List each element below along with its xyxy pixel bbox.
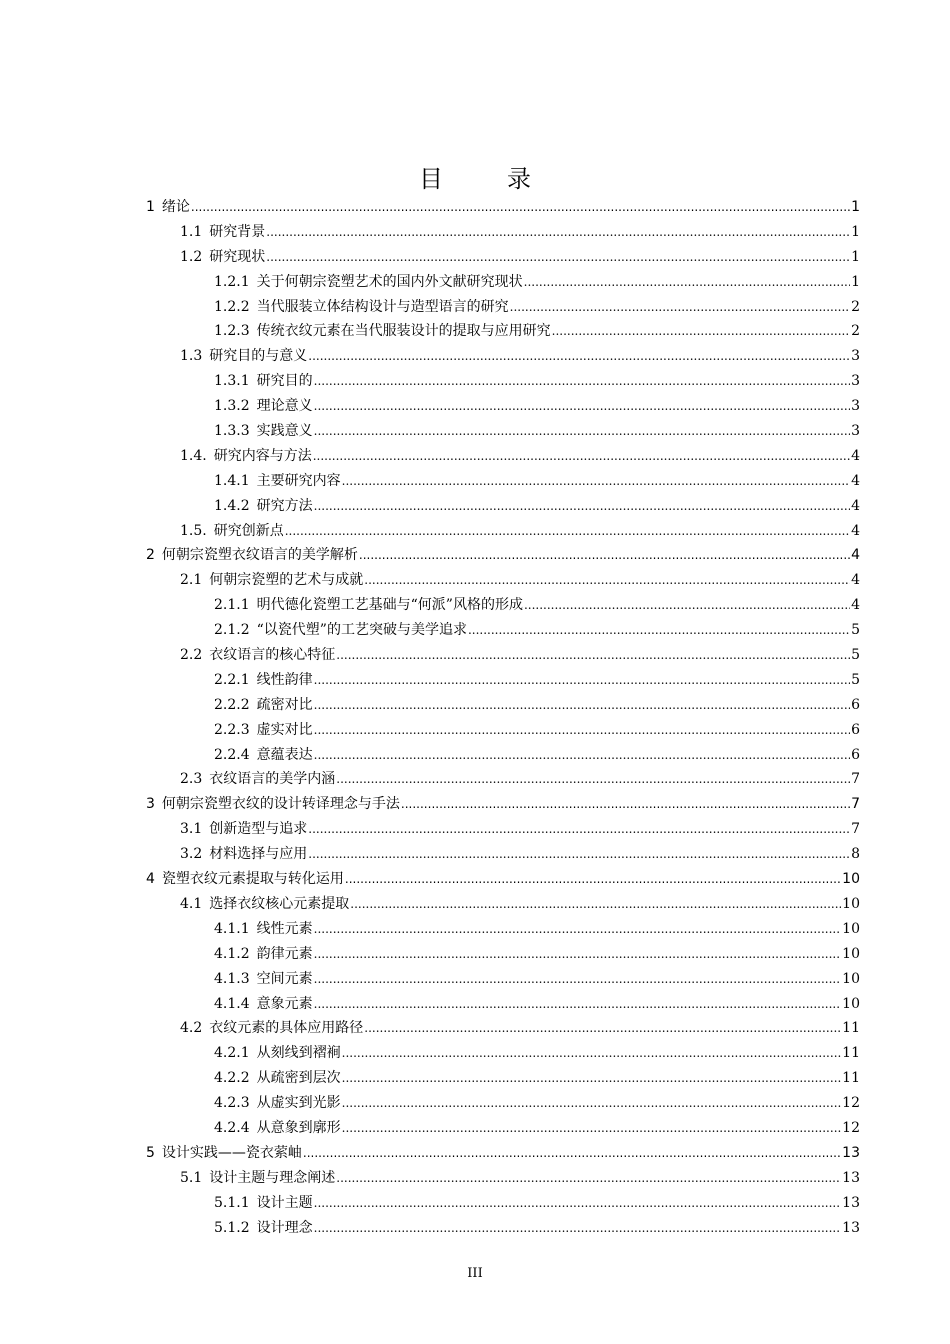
dot-leader — [314, 992, 842, 1017]
toc-entry-number: 5.1.1 — [214, 1194, 250, 1211]
toc-entry-number: 4.2.3 — [214, 1095, 250, 1112]
toc-entry-level-2[interactable] — [146, 892, 860, 917]
toc-entry-number: 4.1 — [180, 895, 203, 912]
toc-entry-title: 何朝宗瓷塑的艺术与成就 — [209, 572, 364, 589]
toc-entry-number: 4.1.2 — [214, 945, 250, 962]
toc-entry-title: 空间元素 — [256, 970, 313, 987]
toc-entry-level-3[interactable] — [146, 593, 860, 618]
dot-leader — [364, 1016, 841, 1041]
toc-entry-number: 5.1 — [180, 1169, 203, 1186]
toc-entry-title: 线性韵律 — [256, 671, 313, 688]
toc-entry-number: 4.2.1 — [214, 1045, 250, 1062]
toc-entry-title: 从疏密到层次 — [256, 1070, 341, 1087]
toc-entry-title: 衣纹语言的核心特征 — [209, 647, 336, 664]
toc-entry-level-1[interactable] — [146, 867, 860, 892]
toc-entry-title: 何朝宗瓷塑衣纹的设计转译理念与手法 — [161, 796, 400, 813]
toc-entry-page: 11 — [842, 1020, 860, 1037]
toc-entry-number: 2.2.1 — [214, 671, 250, 688]
toc-entry-title: 瓷塑衣纹元素提取与转化运用 — [161, 871, 344, 888]
toc-entry-level-3[interactable] — [146, 1041, 860, 1066]
toc-entry-level-2[interactable] — [146, 344, 860, 369]
toc-entry-page: 10 — [842, 871, 860, 888]
toc-entry-level-1[interactable] — [146, 543, 860, 568]
dot-leader — [314, 743, 850, 768]
toc-entry-page: 4 — [851, 597, 860, 614]
dot-leader — [401, 792, 850, 817]
toc-entry-level-1[interactable] — [146, 1141, 860, 1166]
toc-entry-title: 从虚实到光影 — [256, 1095, 341, 1112]
toc-entry-number: 1.3.1 — [214, 373, 250, 390]
toc-entry-title: 疏密对比 — [256, 696, 313, 713]
toc-entry-number: 1.2.1 — [214, 273, 250, 290]
toc-entry-number: 1 — [146, 199, 155, 215]
dot-leader — [303, 1141, 841, 1166]
toc-entry-page: 7 — [851, 796, 860, 813]
toc-entry-level-3[interactable] — [146, 693, 860, 718]
toc-entry-page: 5 — [851, 647, 860, 664]
toc-entry-title: 研究目的 — [256, 373, 313, 390]
dot-leader — [266, 245, 850, 270]
toc-entry-level-2[interactable] — [146, 1166, 860, 1191]
toc-entry-level-2[interactable] — [146, 245, 860, 270]
dot-leader — [314, 668, 850, 693]
toc-entry-page: 4 — [851, 547, 860, 564]
toc-entry-title: 意蕴表达 — [256, 746, 313, 763]
toc-entry-title: 设计主题与理念阐述 — [209, 1169, 336, 1186]
toc-entry-page: 3 — [851, 373, 860, 390]
toc-entry-page: 2 — [851, 323, 860, 340]
dot-leader — [314, 419, 850, 444]
toc-entry-title: 意象元素 — [256, 995, 313, 1012]
toc-entry-page: 10 — [842, 895, 860, 912]
dot-leader — [314, 1216, 842, 1241]
toc-entry-level-3[interactable] — [146, 394, 860, 419]
toc-entry-title: 研究现状 — [209, 248, 266, 265]
toc-entry-title: 研究目的与意义 — [209, 348, 308, 365]
toc-entry-level-2[interactable] — [146, 444, 860, 469]
dot-leader — [510, 295, 850, 320]
toc-entry-level-3[interactable] — [146, 494, 860, 519]
toc-entry-title: 线性元素 — [256, 920, 313, 937]
dot-leader — [285, 519, 850, 544]
toc-entry-level-2[interactable] — [146, 817, 860, 842]
dot-leader — [336, 767, 850, 792]
toc-entry-level-3[interactable] — [146, 419, 860, 444]
toc-entry-number: 1.3.2 — [214, 398, 250, 415]
toc-entry-title: 从意象到廓形 — [256, 1119, 341, 1136]
toc-entry-number: 4.1.3 — [214, 970, 250, 987]
toc-entry-level-3[interactable] — [146, 295, 860, 320]
dot-leader — [314, 917, 842, 942]
dot-leader — [314, 942, 842, 967]
toc-entry-page: 3 — [851, 398, 860, 415]
toc-entry-title: 何朝宗瓷塑衣纹语言的美学解析 — [161, 547, 358, 564]
toc-entry-number: 2.1.1 — [214, 597, 250, 614]
toc-entry-number: 4.2 — [180, 1020, 203, 1037]
toc-entry-page: 12 — [842, 1119, 860, 1136]
toc-entry-page: 13 — [842, 1194, 860, 1211]
toc-entry-title: 材料选择与应用 — [209, 846, 308, 863]
toc-entry-title: 衣纹语言的美学内涵 — [209, 771, 336, 788]
toc-entry-level-2[interactable] — [146, 842, 860, 867]
dot-leader — [552, 319, 850, 344]
toc-entry-level-2[interactable] — [146, 568, 860, 593]
toc-entry-title: 绪论 — [161, 199, 190, 215]
toc-entry-level-3[interactable] — [146, 369, 860, 394]
dot-leader — [364, 568, 850, 593]
dot-leader — [314, 369, 850, 394]
dot-leader — [342, 1091, 842, 1116]
toc-entry-page: 10 — [842, 945, 860, 962]
toc-entry-number: 1.5. — [180, 522, 207, 539]
toc-entry-title: 设计主题 — [256, 1194, 313, 1211]
toc-entry-title: 创新造型与追求 — [209, 821, 308, 838]
dot-leader — [314, 394, 850, 419]
toc-entry-number: 5 — [146, 1144, 155, 1161]
toc-entry-page: 6 — [851, 721, 860, 738]
toc-entry-title: 从刻线到褶裥 — [256, 1045, 341, 1062]
toc-title: 目 录 — [419, 165, 551, 193]
toc-entry-level-3[interactable] — [146, 992, 860, 1017]
toc-entry-title: 理论意义 — [256, 398, 313, 415]
toc-entry-page: 10 — [842, 920, 860, 937]
dot-leader — [191, 195, 850, 220]
toc-entry-number: 4.2.2 — [214, 1070, 250, 1087]
toc-entry-page: 4 — [851, 572, 860, 589]
toc-entry-number: 2.2.4 — [214, 746, 250, 763]
toc-entry-level-2[interactable] — [146, 220, 860, 245]
toc-entry-level-3[interactable] — [146, 1066, 860, 1091]
toc-entry-page: 13 — [842, 1169, 860, 1186]
toc-entry-page: 5 — [851, 622, 860, 639]
toc-entry-number: 1.2.2 — [214, 298, 250, 315]
toc-entry-level-3[interactable] — [146, 469, 860, 494]
dot-leader — [314, 693, 850, 718]
toc-entry-number: 1.4.1 — [214, 472, 250, 489]
toc-entry-number: 1.3.3 — [214, 423, 250, 440]
dot-leader — [359, 543, 850, 568]
toc-entry-page: 11 — [842, 1070, 860, 1087]
toc-entry-level-3[interactable] — [146, 1191, 860, 1216]
toc-entry-page: 7 — [851, 771, 860, 788]
toc-entry-level-3[interactable] — [146, 1216, 860, 1241]
toc-entry-title: “以瓷代塑”的工艺突破与美学追求 — [256, 622, 467, 639]
toc-entry-page: 8 — [851, 846, 860, 863]
toc-entry-page: 6 — [851, 696, 860, 713]
toc-entry-number: 4.2.4 — [214, 1119, 250, 1136]
toc-entry-title: 关于何朝宗瓷塑艺术的国内外文献研究现状 — [256, 273, 523, 290]
toc-entry-level-1[interactable] — [146, 195, 860, 220]
toc-entry-page: 1 — [851, 248, 860, 265]
toc-entry-level-2[interactable] — [146, 519, 860, 544]
dot-leader — [308, 817, 850, 842]
toc-entry-number: 3.1 — [180, 821, 203, 838]
dot-leader — [524, 270, 850, 295]
toc-entry-page: 4 — [851, 522, 860, 539]
toc-entry-page: 5 — [851, 671, 860, 688]
toc-entry-level-2[interactable] — [146, 1016, 860, 1041]
toc-entry-level-3[interactable] — [146, 967, 860, 992]
toc-entry-level-1[interactable] — [146, 792, 860, 817]
toc-entry-number: 3 — [146, 796, 155, 813]
toc-entry-title: 当代服装立体结构设计与造型语言的研究 — [256, 298, 509, 315]
toc-entry-page: 7 — [851, 821, 860, 838]
toc-entry-level-3[interactable] — [146, 668, 860, 693]
dot-leader — [336, 1166, 841, 1191]
toc-entry-page: 1 — [851, 199, 860, 215]
toc-entry-number: 2 — [146, 547, 155, 564]
toc-entry-page: 13 — [842, 1219, 860, 1236]
dot-leader — [308, 344, 850, 369]
toc-entry-number: 1.1 — [180, 223, 203, 240]
toc-entry-level-3[interactable] — [146, 618, 860, 643]
toc-entry-level-3[interactable] — [146, 319, 860, 344]
toc-entry-level-3[interactable] — [146, 743, 860, 768]
toc-entry-level-3[interactable] — [146, 942, 860, 967]
toc-entry-title: 设计理念 — [256, 1219, 313, 1236]
toc-entry-number: 1.3 — [180, 348, 203, 365]
toc-entry-page: 11 — [842, 1045, 860, 1062]
dot-leader — [308, 842, 850, 867]
toc-entry-level-2[interactable] — [146, 767, 860, 792]
toc-entry-number: 1.4. — [180, 447, 207, 464]
toc-entry-page: 4 — [851, 447, 860, 464]
dot-leader — [342, 469, 850, 494]
dot-leader — [314, 967, 842, 992]
dot-leader — [314, 718, 850, 743]
toc-entry-title: 衣纹元素的具体应用路径 — [209, 1020, 364, 1037]
toc-entry-number: 2.2.2 — [214, 696, 250, 713]
toc-entry-number: 2.3 — [180, 771, 203, 788]
toc-entry-number: 2.1 — [180, 572, 203, 589]
dot-leader — [313, 444, 850, 469]
toc-entry-number: 3.2 — [180, 846, 203, 863]
toc-entry-number: 4.1.1 — [214, 920, 250, 937]
toc-entry-page: 10 — [842, 995, 860, 1012]
dot-leader — [524, 593, 850, 618]
toc-entry-title: 选择衣纹核心元素提取 — [209, 895, 350, 912]
toc-entry-level-2[interactable] — [146, 643, 860, 668]
toc-entry-level-3[interactable] — [146, 1091, 860, 1116]
dot-leader — [314, 1191, 842, 1216]
toc-entry-number: 5.1.2 — [214, 1219, 250, 1236]
toc-entry-number: 1.4.2 — [214, 497, 250, 514]
toc-entry-title: 研究背景 — [209, 223, 266, 240]
toc-entry-number: 4 — [146, 871, 155, 888]
toc-entry-title: 实践意义 — [256, 423, 313, 440]
dot-leader — [342, 1116, 842, 1141]
toc-entry-number: 2.1.2 — [214, 622, 250, 639]
toc-entry-number: 1.2.3 — [214, 323, 250, 340]
toc-entry-level-3[interactable] — [146, 270, 860, 295]
toc-entry-title: 研究创新点 — [213, 522, 284, 539]
dot-leader — [342, 1041, 842, 1066]
toc-entry-page: 1 — [851, 273, 860, 290]
toc-entry-page: 3 — [851, 348, 860, 365]
dot-leader — [266, 220, 850, 245]
toc-entry-page: 6 — [851, 746, 860, 763]
dot-leader — [345, 867, 841, 892]
dot-leader — [350, 892, 841, 917]
toc-entry-number: 4.1.4 — [214, 995, 250, 1012]
toc-entry-number: 2.2 — [180, 647, 203, 664]
toc-entry-title: 研究方法 — [256, 497, 313, 514]
toc-entry-level-3[interactable] — [146, 917, 860, 942]
dot-leader — [336, 643, 850, 668]
toc-entry-page: 1 — [851, 223, 860, 240]
dot-leader — [314, 494, 850, 519]
toc-entry-page: 4 — [851, 472, 860, 489]
toc-entry-title: 主要研究内容 — [256, 472, 341, 489]
toc-entry-title: 虚实对比 — [256, 721, 313, 738]
toc-entry-level-3[interactable] — [146, 1116, 860, 1141]
toc-entry-title: 明代德化瓷塑工艺基础与“何派”风格的形成 — [256, 597, 523, 614]
dot-leader — [468, 618, 850, 643]
toc-entry-page: 3 — [851, 423, 860, 440]
toc-entry-number: 1.2 — [180, 248, 203, 265]
toc-entry-page: 12 — [842, 1095, 860, 1112]
toc-entry-number: 2.2.3 — [214, 721, 250, 738]
table-of-contents — [146, 195, 860, 1240]
toc-entry-title: 传统衣纹元素在当代服装设计的提取与应用研究 — [256, 323, 551, 340]
toc-entry-title: 设计实践——瓷衣萦岫 — [161, 1144, 302, 1161]
toc-entry-title: 韵律元素 — [256, 945, 313, 962]
toc-entry-level-3[interactable] — [146, 718, 860, 743]
toc-entry-title: 研究内容与方法 — [213, 447, 312, 464]
toc-entry-page: 13 — [842, 1144, 860, 1161]
dot-leader — [342, 1066, 842, 1091]
toc-entry-page: 10 — [842, 970, 860, 987]
page-number: III — [467, 1266, 483, 1281]
toc-entry-page: 2 — [851, 298, 860, 315]
toc-entry-page: 4 — [851, 497, 860, 514]
